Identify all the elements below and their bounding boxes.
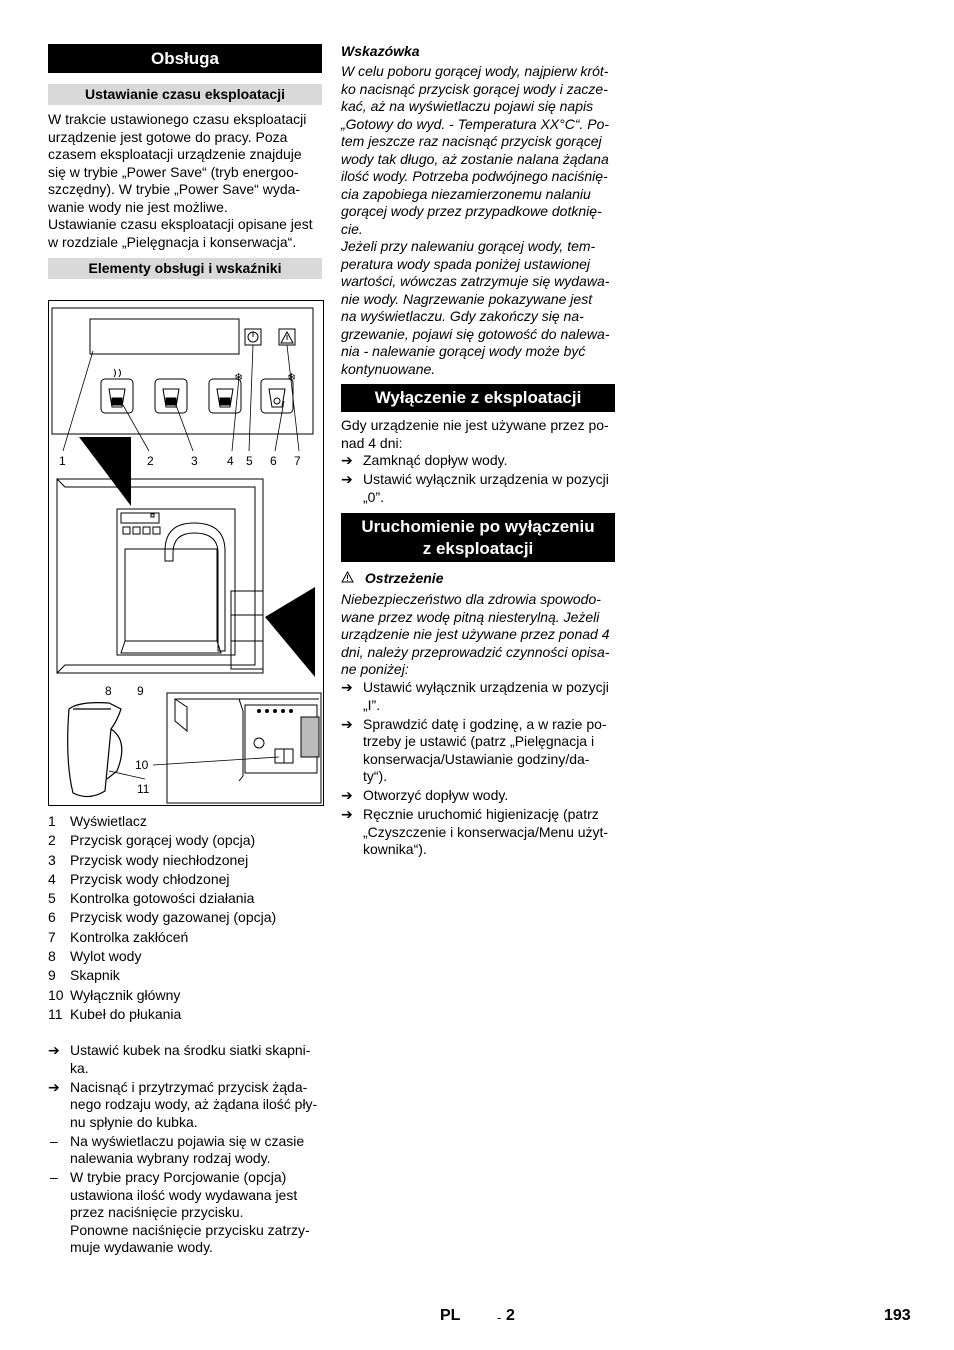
callout-8: 8 bbox=[105, 684, 112, 698]
paragraph-line: Ustawianie czasu eksploatacji opisane jest bbox=[48, 216, 313, 232]
legend-text: Przycisk wody chłodzonej bbox=[70, 870, 230, 887]
section-title-obsluga: Obsługa bbox=[48, 44, 322, 73]
warning-line: wane przez wodę pitną niesterylną. Jeżeli bbox=[341, 608, 600, 625]
device-diagram bbox=[48, 300, 324, 806]
legend-number: 3 bbox=[48, 851, 56, 868]
section-title-restart: Uruchomienie po wyłączeniu z eksploatacji bbox=[341, 513, 615, 562]
step-line: przez naciśnięcie przycisku. bbox=[70, 1204, 244, 1220]
still-water-button-icon bbox=[155, 379, 187, 413]
warning-line: dni, należy przeprowadzić czynności opisa- bbox=[341, 643, 610, 660]
step-item bbox=[341, 787, 623, 805]
legend-number: 5 bbox=[48, 890, 56, 907]
step-line: nalewania wybrany rodzaj wody. bbox=[70, 1150, 271, 1166]
step-line: konserwacja/Ustawianie godziny/da- bbox=[363, 750, 590, 767]
section-title-shutdown: Wyłączenie z eksploatacji bbox=[341, 384, 615, 412]
legend-text: Wylot wody bbox=[70, 948, 142, 965]
legend-item bbox=[48, 987, 328, 1006]
arrow-bullet-icon: ➔ bbox=[341, 471, 353, 487]
note-line: peratura wody spada poniżej ustawionej bbox=[341, 255, 591, 272]
footer-dash: - bbox=[497, 1310, 502, 1325]
warning-text bbox=[341, 591, 623, 679]
arrow-bullet-icon: ➔ bbox=[341, 679, 353, 695]
legend-number: 6 bbox=[48, 909, 56, 926]
legend-item bbox=[48, 890, 328, 909]
step-line: Otworzyć dopływ wody. bbox=[363, 787, 509, 803]
step-line: ka. bbox=[70, 1059, 89, 1076]
control-panel bbox=[52, 308, 313, 434]
legend-text: Przycisk gorącej wody (opcja) bbox=[70, 832, 256, 849]
legend-item bbox=[48, 832, 328, 851]
legend-item bbox=[48, 1006, 328, 1025]
legend-item bbox=[48, 871, 328, 890]
dispenser-body bbox=[57, 479, 263, 673]
legend-number: 7 bbox=[48, 928, 56, 945]
sparkling-water-button-icon bbox=[261, 379, 293, 413]
hot-water-note bbox=[341, 63, 623, 378]
legend-item bbox=[48, 852, 328, 871]
legend-text: Kontrolka zakłóceń bbox=[70, 928, 189, 945]
operating-time-paragraph bbox=[48, 111, 328, 251]
legend-number: 9 bbox=[48, 967, 56, 984]
step-line: „0”. bbox=[363, 488, 384, 505]
callout-5: 5 bbox=[246, 454, 253, 468]
step-line: ty“). bbox=[363, 768, 388, 784]
figure-legend bbox=[48, 813, 328, 1025]
warning-line: Niebezpieczeństwo dla zdrowia spowodo- bbox=[341, 591, 601, 607]
warning-line: ne poniżej: bbox=[341, 661, 409, 677]
arrow-bullet-icon: ➔ bbox=[341, 787, 353, 803]
step-item bbox=[48, 1079, 328, 1132]
note-line: kontynuowane. bbox=[341, 360, 436, 377]
paragraph-line: szczędny). W trybie „Power Save“ wyda- bbox=[48, 181, 301, 197]
callout-1: 1 bbox=[59, 454, 66, 468]
legend-item bbox=[48, 929, 328, 948]
arrow-bullet-icon: ➔ bbox=[341, 452, 353, 468]
paragraph-line: czasem eksploatacji urządzenie znajduje bbox=[48, 146, 302, 162]
note-line: kać, aż na wyświetlaczu pojawi się napis bbox=[341, 98, 594, 114]
arrow-bullet-icon: ➔ bbox=[48, 1042, 60, 1058]
warning-line: urządzenie nie jest używane przez ponad 4 bbox=[341, 626, 610, 642]
svg-text:❄: ❄ bbox=[287, 372, 297, 384]
legend-item bbox=[48, 948, 328, 967]
step-item bbox=[341, 806, 623, 859]
step-line: Sprawdzić datę i godzinę, a w razie po- bbox=[363, 715, 607, 732]
step-line: Ręcznie uruchomić higienizację (patrz bbox=[363, 806, 599, 822]
note-line: gorącej wody przez przypadkowe dotknię- bbox=[341, 203, 602, 219]
step-item bbox=[341, 471, 623, 506]
step-item bbox=[341, 679, 623, 714]
paragraph-line: W trakcie ustawionego czasu eksploatacji bbox=[48, 111, 307, 127]
subsection-title-controls: Elementy obsługi i wskaźniki bbox=[48, 258, 322, 279]
paragraph-line: w rozdziale „Pielęgnacja i konserwacja“. bbox=[48, 233, 297, 250]
legend-text: Przycisk wody niechłodzonej bbox=[70, 851, 249, 868]
legend-item bbox=[48, 909, 328, 928]
legend-number: 10 bbox=[48, 986, 64, 1003]
hot-water-button-icon bbox=[101, 379, 133, 413]
callout-10: 10 bbox=[135, 758, 149, 772]
legend-item bbox=[48, 967, 328, 986]
note-line: ko nacisnąć przycisk gorącej wody i zacze- bbox=[341, 80, 608, 97]
callout-2: 2 bbox=[147, 454, 154, 468]
footer-section-page: 2 bbox=[506, 1307, 515, 1324]
callout-3: 3 bbox=[191, 454, 198, 468]
arrow-bullet-icon: ➔ bbox=[341, 806, 353, 822]
note-line: „Gotowy do wyd. - Temperatura XX°C“. Po- bbox=[341, 115, 610, 132]
step-item bbox=[341, 452, 623, 470]
dash-bullet: – bbox=[50, 1169, 58, 1185]
paragraph-line: wanie wody nie jest możliwe. bbox=[48, 198, 228, 215]
legend-number: 1 bbox=[48, 813, 56, 829]
step-line: nu spłynie do kubka. bbox=[70, 1113, 198, 1130]
legend-item bbox=[48, 813, 328, 832]
note-line: na wyświetlaczu. Gdy zakończy się na- bbox=[341, 308, 584, 324]
step-line: „Czyszczenie i konserwacja/Menu użyt- bbox=[363, 823, 609, 840]
step-item bbox=[48, 1133, 328, 1168]
step-item bbox=[341, 716, 623, 786]
footer-lang: PL bbox=[440, 1307, 461, 1324]
note-line: cia zapobiega niezamierzonemu nalaniu bbox=[341, 185, 591, 202]
legend-text: Wyświetlacz bbox=[70, 813, 147, 829]
note-line: Jeżeli przy nalewaniu gorącej wody, tem- bbox=[341, 238, 596, 254]
legend-text: Kontrolka gotowości działania bbox=[70, 890, 255, 907]
warning-triangle-icon bbox=[341, 570, 355, 588]
step-line: nego rodzaju wody, aż żądana ilość pły- bbox=[70, 1096, 318, 1112]
step-line: W trybie pracy Porcjowanie (opcja) bbox=[70, 1169, 287, 1185]
subsection-title-operating-time: Ustawianie czasu eksploatacji bbox=[48, 84, 322, 105]
paragraph-line: Gdy urządzenie nie jest używane przez po- bbox=[341, 417, 609, 433]
legend-text: Wyłącznik główny bbox=[70, 986, 181, 1003]
legend-text: Przycisk wody gazowanej (opcja) bbox=[70, 909, 277, 926]
note-line: nie wody. Nagrzewanie pokazywane jest bbox=[341, 290, 593, 307]
arrow-bullet-icon: ➔ bbox=[48, 1078, 60, 1095]
svg-text:❄: ❄ bbox=[234, 372, 244, 384]
restart-steps bbox=[341, 679, 623, 860]
note-title: Wskazówka bbox=[341, 43, 420, 59]
legend-text: Skapnik bbox=[70, 967, 120, 984]
note-line: ilość wody. Potrzeba podwójnego naciśnię- bbox=[341, 168, 608, 184]
step-line: ustawiona ilość wody wydawana jest bbox=[70, 1186, 298, 1203]
callout-9: 9 bbox=[137, 684, 144, 698]
paragraph-line: się w trybie „Power Save“ (tryb energoo- bbox=[48, 163, 299, 180]
note-line: nia - nalewanie gorącej wody może być bbox=[341, 343, 586, 359]
callout-6: 6 bbox=[270, 454, 277, 468]
callout-4: 4 bbox=[227, 454, 234, 468]
step-line: muje wydawanie wody. bbox=[70, 1239, 213, 1255]
shutdown-steps bbox=[341, 452, 623, 508]
step-item bbox=[48, 1169, 328, 1257]
paragraph-line: urządzenie jest gotowe do pracy. Poza bbox=[48, 128, 288, 145]
step-line: kownika“). bbox=[363, 841, 427, 857]
shutdown-intro bbox=[341, 417, 623, 452]
note-line: W celu poboru gorącej wody, najpierw krót- bbox=[341, 63, 609, 79]
legend-number: 11 bbox=[48, 1005, 63, 1022]
step-line: Zamknąć dopływ wody. bbox=[363, 452, 508, 468]
arrow-bullet-icon: ➔ bbox=[341, 715, 353, 732]
step-line: Na wyświetlaczu pojawia się w czasie bbox=[70, 1132, 305, 1149]
dash-bullet: – bbox=[50, 1132, 58, 1149]
note-line: grzewanie, pojawi się gotowość do nalewa- bbox=[341, 325, 610, 342]
legend-number: 4 bbox=[48, 870, 56, 887]
note-line: tem jeszcze raz nacisnąć przycisk gorącej bbox=[341, 133, 602, 149]
paragraph-line: nad 4 dni: bbox=[341, 434, 403, 451]
callout-11: 11 bbox=[137, 782, 150, 796]
switch-detail-inset bbox=[167, 693, 321, 803]
callout-7: 7 bbox=[294, 454, 301, 468]
step-line: Nacisnąć i przytrzymać przycisk żąda- bbox=[70, 1078, 308, 1095]
footer-page-number: 193 bbox=[884, 1307, 911, 1324]
step-line: Ustawić wyłącznik urządzenia w pozycji bbox=[363, 679, 609, 695]
note-line: wody tak długo, aż zostanie nalana żądana bbox=[341, 150, 609, 167]
step-line: trzeby je ustawić (patrz „Pielęgnacja i bbox=[363, 733, 595, 749]
step-item bbox=[48, 1042, 328, 1077]
legend-number: 2 bbox=[48, 832, 56, 849]
note-line: cie. bbox=[341, 220, 363, 237]
note-line: wartości, wówczas zatrzymuje się wydawa- bbox=[341, 273, 610, 289]
warning-heading: Ostrzeżenie bbox=[341, 570, 443, 588]
step-line: Ponowne naciśnięcie przycisku zatrzy- bbox=[70, 1221, 310, 1238]
legend-number: 8 bbox=[48, 948, 56, 965]
step-line: Ustawić wyłącznik urządzenia w pozycji bbox=[363, 471, 609, 487]
legend-text: Kubeł do płukania bbox=[70, 1005, 182, 1022]
rinse-jug bbox=[68, 703, 122, 797]
step-line: „I”. bbox=[363, 696, 381, 713]
step-line: Ustawić kubek na środku siatki skapni- bbox=[70, 1042, 311, 1058]
dispense-steps bbox=[48, 1042, 328, 1258]
